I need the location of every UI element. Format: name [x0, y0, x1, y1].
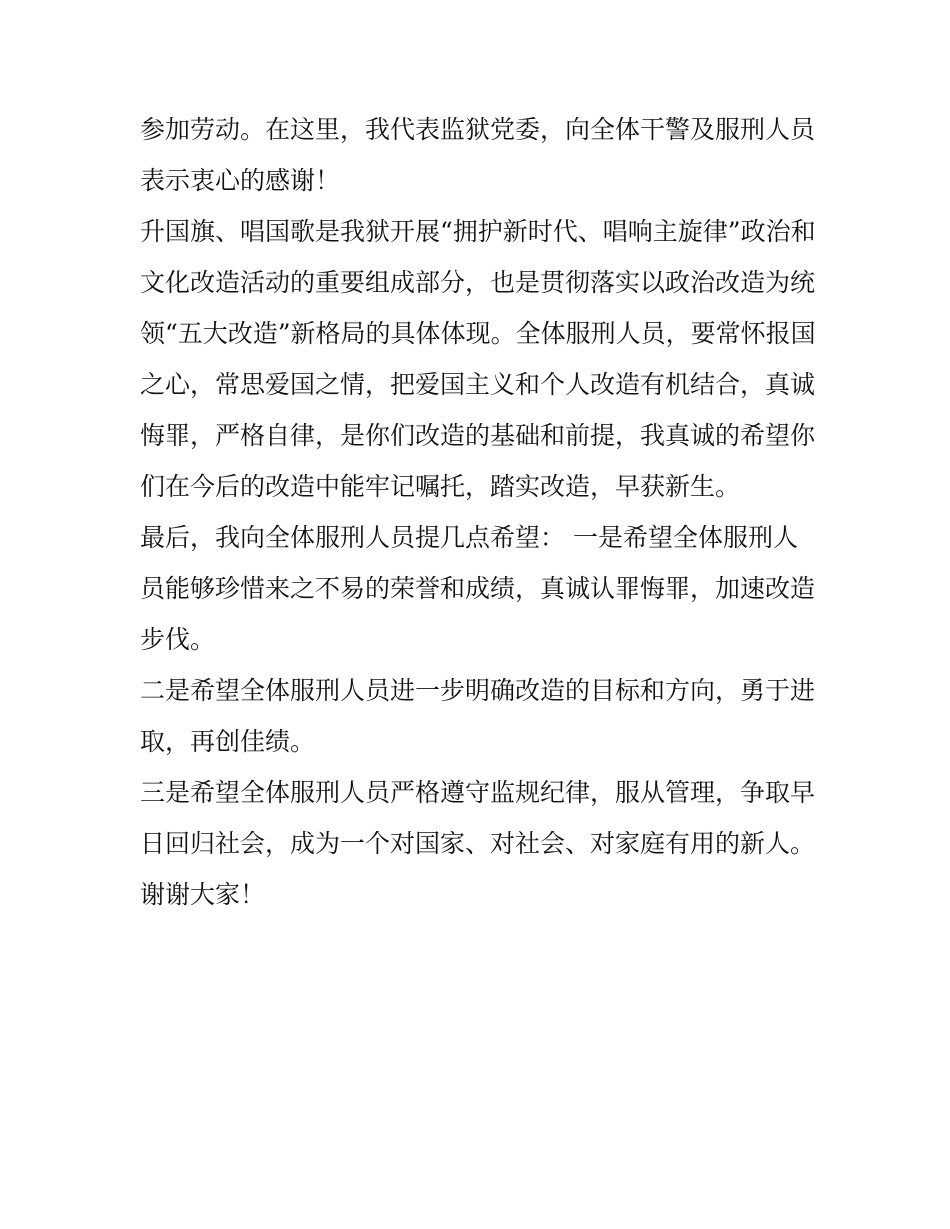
text-line-15: 日回归社会，成为一个对国家、对社会、对家庭有用的新人。: [140, 829, 816, 858]
text-line-13: 取，再创佳绩。: [140, 727, 316, 756]
text-line-5: 领“五大改造”新格局的具体体现。全体服刑人员，要常怀报国: [140, 319, 816, 348]
text-line-11: 步伐。: [140, 625, 216, 654]
text-line-9: 最后，我向全体服刑人员提几点希望： 一是希望全体服刑人: [140, 523, 798, 552]
text-line-12: 二是希望全体服刑人员进一步明确改造的目标和方向，勇于进: [140, 676, 816, 705]
text-line-14: 三是希望全体服刑人员严格遵守监规纪律，服从管理，争取早: [140, 778, 816, 807]
text-line-2: 表示衷心的感谢！: [140, 166, 341, 195]
text-line-7: 悔罪，严格自律，是你们改造的基础和前提，我真诚的希望你: [140, 421, 816, 450]
text-line-8: 们在今后的改造中能牢记嘱托，踏实改造，早获新生。: [140, 472, 741, 501]
text-line-4: 文化改造活动的重要组成部分，也是贯彻落实以政治改造为统: [140, 268, 816, 297]
speech-text: [140, 104, 820, 920]
text-line-6: 之心，常思爱国之情，把爱国主义和个人改造有机结合，真诚: [140, 370, 816, 399]
text-line-1: 参加劳动。在这里，我代表监狱党委，向全体干警及服刑人员: [140, 115, 816, 144]
text-line-3: 升国旗、唱国歌是我狱开展“拥护新时代、唱响主旋律”政治和: [140, 217, 816, 246]
text-line-16: 谢谢大家！: [140, 880, 266, 909]
text-line-10: 员能够珍惜来之不易的荣誉和成绩，真诚认罪悔罪，加速改造: [140, 574, 816, 603]
